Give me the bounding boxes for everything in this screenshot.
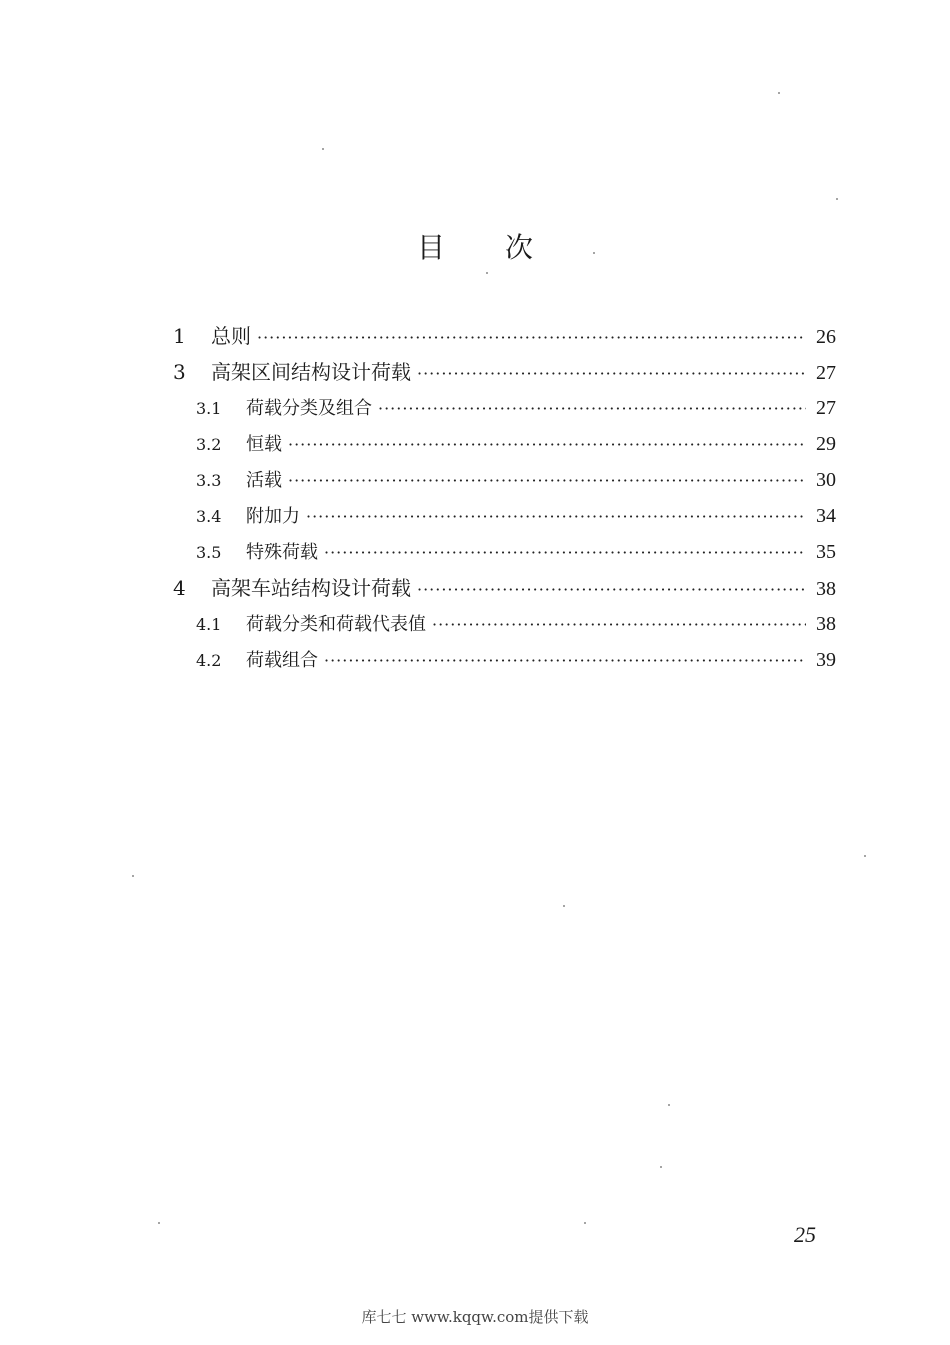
toc-page-number: 27 (816, 362, 836, 384)
scan-speck (584, 1222, 586, 1224)
scan-speck (593, 252, 595, 254)
toc-label: 荷载组合 (246, 650, 318, 671)
toc-entry[interactable] (170, 318, 836, 354)
toc-entry[interactable] (170, 354, 836, 390)
toc-page-number: 26 (816, 326, 836, 348)
toc-label: 活载 (246, 470, 282, 491)
toc-number: 4.2 (196, 651, 222, 670)
scan-speck (486, 272, 488, 274)
toc-label: 总则 (211, 324, 251, 348)
toc-number: 3.2 (196, 435, 222, 454)
toc-entry[interactable] (170, 462, 836, 498)
toc-entry[interactable] (170, 534, 836, 570)
toc-entry[interactable] (170, 498, 836, 534)
scan-speck (322, 148, 324, 150)
toc-leader-dots (411, 356, 806, 390)
toc-number: 3 (173, 360, 186, 384)
scan-speck (660, 1166, 662, 1168)
toc-number: 3.1 (196, 399, 222, 418)
toc-leader-dots (318, 535, 806, 570)
scan-speck (668, 1104, 670, 1106)
toc-entry[interactable] (170, 426, 836, 462)
download-watermark: 库七七 www.kqqw.com提供下载 (361, 1308, 589, 1326)
toc-number: 1 (173, 324, 186, 348)
toc-page-number: 27 (816, 397, 836, 419)
toc-entry[interactable] (170, 642, 836, 678)
toc-page-number: 35 (816, 541, 836, 563)
scan-speck (836, 198, 838, 200)
scan-speck (158, 1222, 160, 1224)
page-title: 目次 (416, 231, 593, 264)
scan-speck (132, 875, 134, 877)
toc-label: 荷载分类和荷载代表值 (246, 614, 426, 635)
scan-speck (864, 855, 866, 857)
toc-leader-dots (282, 463, 806, 498)
toc-page-number: 39 (816, 649, 836, 671)
toc-leader-dots (300, 499, 806, 534)
toc-label: 高架区间结构设计荷载 (211, 360, 411, 384)
toc-number: 4.1 (196, 615, 222, 634)
page-number: 25 (794, 1222, 816, 1247)
toc-label: 高架车站结构设计荷载 (211, 576, 411, 600)
scan-speck (778, 92, 780, 94)
toc-entry[interactable] (170, 570, 836, 606)
toc-label: 荷载分类及组合 (246, 398, 372, 419)
toc-leader-dots (372, 391, 806, 426)
toc-entry[interactable] (170, 390, 836, 426)
toc-leader-dots (282, 427, 806, 462)
toc-entry[interactable] (170, 606, 836, 642)
toc-page-number: 30 (816, 469, 836, 491)
toc-label: 恒载 (246, 434, 282, 455)
table-of-contents (170, 318, 836, 678)
toc-leader-dots (318, 643, 806, 678)
toc-leader-dots (251, 320, 806, 354)
toc-number: 3.5 (196, 543, 222, 562)
toc-page-number: 29 (816, 433, 836, 455)
toc-number: 3.3 (196, 471, 222, 490)
toc-page-number: 38 (816, 578, 836, 600)
scan-speck (563, 905, 565, 907)
toc-label: 特殊荷载 (246, 542, 318, 563)
toc-page-number: 34 (816, 505, 836, 527)
toc-leader-dots (426, 607, 806, 642)
toc-number: 4 (173, 576, 186, 600)
toc-number: 3.4 (196, 507, 222, 526)
toc-label: 附加力 (246, 506, 300, 527)
toc-page-number: 38 (816, 613, 836, 635)
toc-leader-dots (411, 572, 806, 606)
